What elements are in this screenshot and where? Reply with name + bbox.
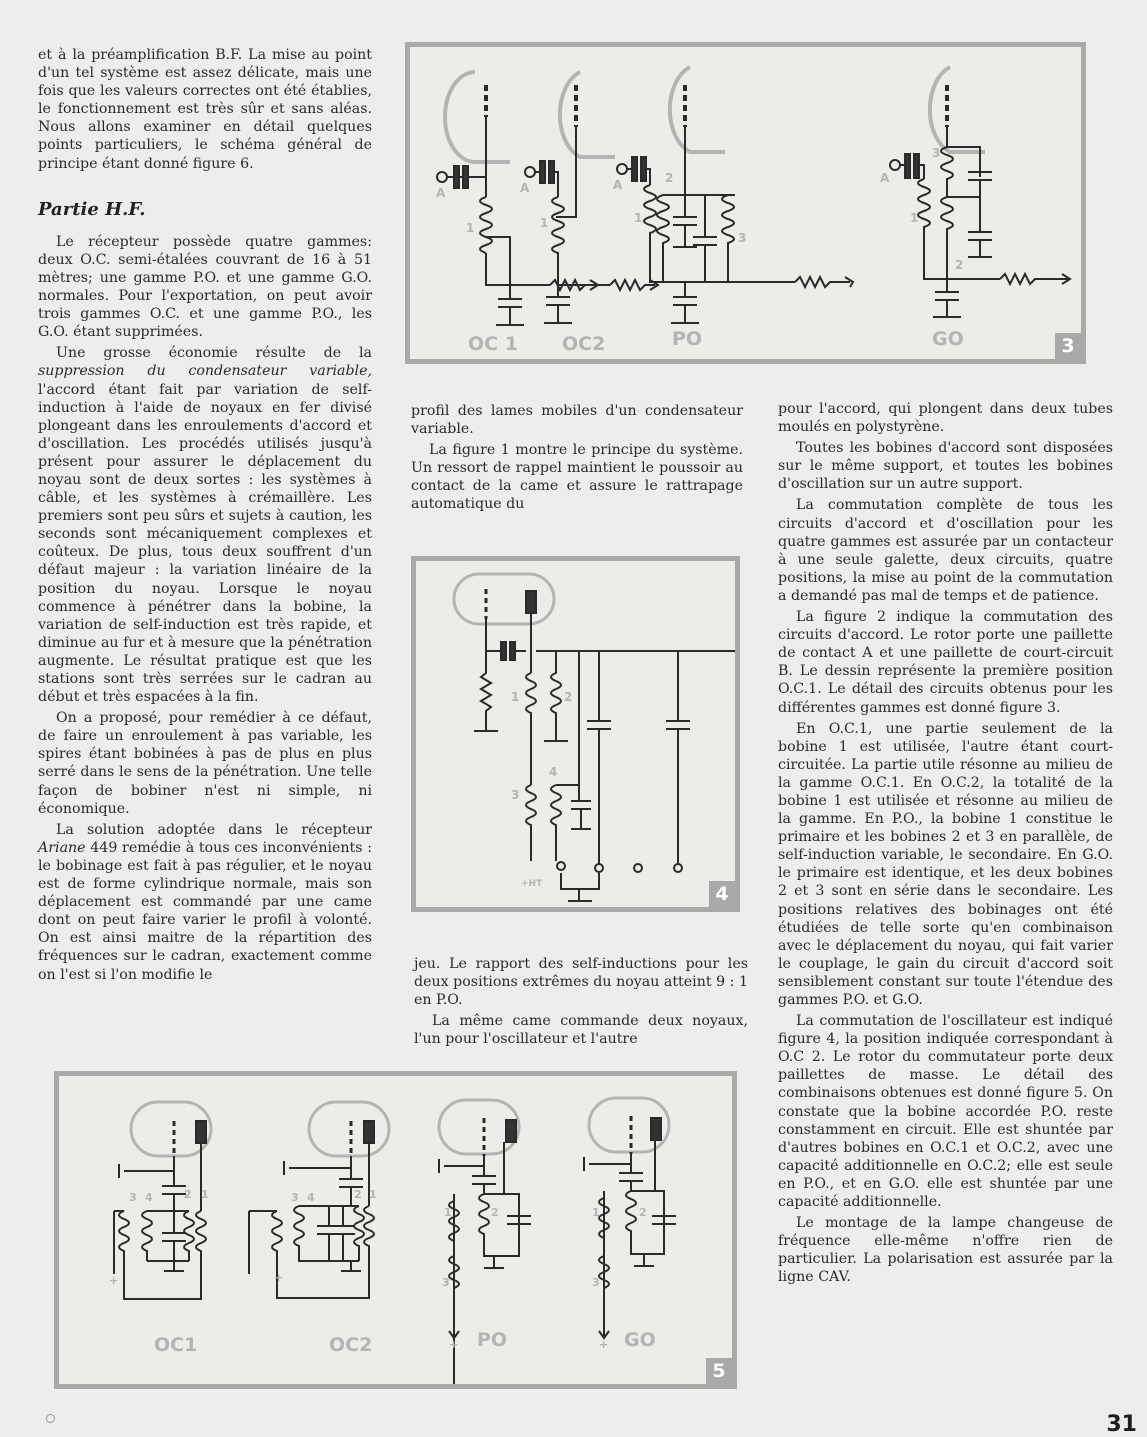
tube-envelope xyxy=(309,1102,389,1156)
section-heading: Partie H.F. xyxy=(38,198,146,220)
coil-label: 4 xyxy=(549,765,558,779)
paragraph-accord: pour l'accord, qui plongent dans deux tubes moulés en polystyrène. xyxy=(778,401,1113,436)
antenna-label: A xyxy=(613,178,623,192)
supply-label: +HT xyxy=(521,879,543,889)
paragraph-bobines: Toutes les bobines d'accord sont disposées sur le même support, et toutes les bobines d'oscillation sur un autre support. xyxy=(778,440,1113,493)
coil-label: 2 xyxy=(665,171,674,185)
supply-label: + xyxy=(109,1274,119,1287)
supply-label: + xyxy=(599,1338,609,1351)
page-number: 31 xyxy=(1106,1412,1137,1437)
figure-5-schematic xyxy=(59,1076,732,1384)
supply-label: + xyxy=(449,1338,459,1351)
coil-label: 1 xyxy=(511,690,520,704)
paragraph-came: La même came commande deux noyaux, l'un pour l'oscillateur et l'autre xyxy=(414,1013,748,1048)
intro-paragraph: et à la préamplification B.F. La mise au point d'un tel système est assez délicate, mais une fois que les valeurs correctes ont été établies, le fonctionnement est très sûr et sans aléas. Nous allons examiner en détail quelques points particuliers, le schéma général de principe étant donné figure 6. xyxy=(38,47,372,172)
coil xyxy=(480,197,492,253)
coil-label: 1 xyxy=(634,211,643,225)
figure-number: 3 xyxy=(1055,333,1081,359)
paragraph-remede: On a proposé, pour remédier à ce défaut, de faire un enroulement à pas variable, les spires étant bobinées à pas de plus en plus serré dans le sens de la pénétration. Une telle façon de bobiner n'est ni simple, ni économique. xyxy=(38,710,372,817)
article-column-1 xyxy=(38,46,372,984)
antenna-label: A xyxy=(880,171,890,185)
text-run: l'accord étant fait par variation de self-induction à l'aide de noyaux en fer divisé plongeant dans les enroulements d'accord et d'oscillation. Les procédés utilisés jusqu'à présent pour assurer le déplacement du noyau sont de deux sortes : les systèmes à câble, et les systèmes à crémaillère. Les premiers sont peu sûrs et sujets à caution, les seconds sont mécaniquement complexes et coûteux. De plus, tous deux souffrent d'un défaut majeur : la variation linéaire de la position du noyau. Lorsque le noyau commence à pénétrer dans la bobine, la variation de self-induction est très rapide, et diminue au fur et à mesure que la pénétration augmente. Le résultat pratique est que les stations sont très serrées sur le cadran au début et très espacées à la fin. xyxy=(38,381,372,706)
coil-label: 1 xyxy=(369,1188,377,1201)
figure-3-schematic xyxy=(410,47,1081,359)
text-run: La solution adoptée dans le récepteur xyxy=(56,821,372,838)
coil-label: 2 xyxy=(354,1188,362,1201)
coil-label: 3 xyxy=(932,146,941,160)
coil-label: 1 xyxy=(466,221,475,235)
coil-label: 3 xyxy=(511,788,520,802)
paragraph-oc1: En O.C.1, une partie seulement de la bobine 1 est utilisée, l'autre étant court-circuitée. La partie utile résonne au milieu de la gamme O.C.1. En O.C.2, la totalité de la bobine 1 est utilisée et résonne au milieu de la gamme. En P.O., la bobine 1 constitue le primaire et les bobines 2 et 3 en parallèle, de self-induction variable, le secondaire. En G.O. le primaire est identique, et les deux bobines 2 et 3 sont en série dans le secondaire. Les positions relatives des bobinages ont été étudiées de telle sorte qu'en combinaison avec le déplacement du noyau, qui fait varier le couplage, le gain du circuit d'accord soit sensiblement constant sur toute l'étendue des gammes P.O. et G.O. xyxy=(778,720,1113,1008)
circuit-label-po: PO xyxy=(672,328,703,350)
coil-label: 4 xyxy=(145,1191,153,1204)
coil-label: 3 xyxy=(592,1276,600,1289)
coil-label: 1 xyxy=(592,1206,600,1219)
supply-label: + xyxy=(274,1271,284,1284)
tube-envelope xyxy=(560,72,615,157)
coil-label: 3 xyxy=(738,231,747,245)
text-run: Une grosse économie résulte de la xyxy=(56,345,372,362)
coil-label: 2 xyxy=(491,1206,499,1219)
paragraph-figure2: La figure 2 indique la commutation des circuits d'accord. Le rotor porte une paillette de contact A et une paillette de court-circuit B. Le dessin représente la première position O.C.1. Le détail des circuits obtenus pour les différentes gammes est donné figure 3. xyxy=(778,609,1113,716)
paragraph-rapport: jeu. Le rapport des self-inductions pour les deux positions extrêmes du noyau atteint 9 : 1 en P.O. xyxy=(414,956,748,1009)
antenna-label: A xyxy=(520,181,530,195)
paragraph-profil: profil des lames mobiles d'un condensateur variable. xyxy=(411,403,743,438)
coil-label: 3 xyxy=(442,1276,450,1289)
coil-label: 2 xyxy=(184,1188,192,1201)
figure-5-oscillator-circuits xyxy=(54,1071,737,1389)
paragraph-economie xyxy=(38,344,372,706)
antenna-terminal xyxy=(437,172,447,182)
circuit-label-po: PO xyxy=(477,1329,508,1351)
circuit-label-oc2: OC2 xyxy=(329,1334,373,1356)
coil-label: 1 xyxy=(201,1188,209,1201)
circuit-label-go: GO xyxy=(932,328,964,350)
emphasis-text: Ariane xyxy=(38,839,86,856)
coil-label: 1 xyxy=(540,216,549,230)
print-smudge xyxy=(46,1414,55,1423)
article-column-2-bottom xyxy=(414,955,748,1048)
coil-label: 3 xyxy=(129,1191,137,1204)
coil-label: 2 xyxy=(639,1206,647,1219)
tube-envelope xyxy=(930,67,985,152)
figure-4-oscillator-switching xyxy=(411,556,740,912)
paragraph-solution xyxy=(38,821,372,984)
tube-envelope xyxy=(445,72,510,162)
circuit-label-go: GO xyxy=(624,1329,656,1351)
paragraph-gammes: Le récepteur possède quatre gammes: deux O.C. semi-étalées couvrant de 16 à 51 mètres; une gamme P.O. et une gamme G.O. normales. Pour l'exportation, on peut avoir trois gammes O.C. et une gamme P.O., les G.O. étant supprimées. xyxy=(38,233,372,341)
article-column-2-top xyxy=(411,402,743,514)
paragraph-oscillateur: La commutation de l'oscillateur est indiqué figure 4, la position indiquée correspondant à O.C 2. Le rotor du commutateur porte deux paillettes de masse. Le détail des combinaisons obtenues est donné figure 5. On constate que la bobine accordée P.O. reste constamment en circuit. Elle est shuntée par d'autres bobines en O.C.1 et O.C.2, avec une capacité additionnelle en O.C.2; elle est seule en P.O., et en G.O. elle est shuntée par une capacité additionnelle. xyxy=(778,1013,1113,1211)
circuit-label-oc2: OC2 xyxy=(562,333,606,355)
coil-label: 1 xyxy=(910,211,919,225)
text-run: 449 remédie à tous ces inconvénients : le bobinage est fait à pas régulier, et le noyau est de forme cylindrique normale, mais son déplacement est commandé par une came dont on peut faire varier le profil à volonté. On est ainsi maitre de la répartition des fréquences sur le cadran, exactement comme on l'est si l'on modifie le xyxy=(38,839,372,983)
article-column-3 xyxy=(778,400,1113,1287)
circuit-label-oc1: OC1 xyxy=(154,1334,198,1356)
tube-envelope xyxy=(670,67,725,152)
coil-label: 4 xyxy=(307,1191,315,1204)
paragraph-lampe: Le montage de la lampe changeuse de fréquence elle-même n'offre rien de particulier. La polarisation est assurée par la ligne CAV. xyxy=(778,1215,1113,1286)
coil-label: 3 xyxy=(291,1191,299,1204)
antenna-label: A xyxy=(436,186,446,200)
tube-envelope xyxy=(454,574,554,624)
figure-number: 5 xyxy=(706,1358,732,1384)
figure-3-tuning-circuits xyxy=(405,42,1086,364)
figure-number: 4 xyxy=(709,881,735,907)
emphasis-text: suppression du condensateur variable, xyxy=(38,363,372,380)
coil-label: 2 xyxy=(564,690,573,704)
coil-label: 2 xyxy=(955,258,964,272)
figure-4-schematic xyxy=(416,561,735,907)
coil-label: 1 xyxy=(444,1206,452,1219)
circuit-label-oc1: OC 1 xyxy=(468,333,518,355)
paragraph-commutation: La commutation complète de tous les circuits d'accord et d'oscillation pour les quatre gammes est assurée par un contacteur à une seule galette, deux circuits, quatre positions, la mise au point de la commutation a demandé pas mal de temps et de patience. xyxy=(778,497,1113,604)
paragraph-figure1: La figure 1 montre le principe du système. Un ressort de rappel maintient le poussoir au contact de la came et assure le rattrapage automatique du xyxy=(411,442,743,513)
